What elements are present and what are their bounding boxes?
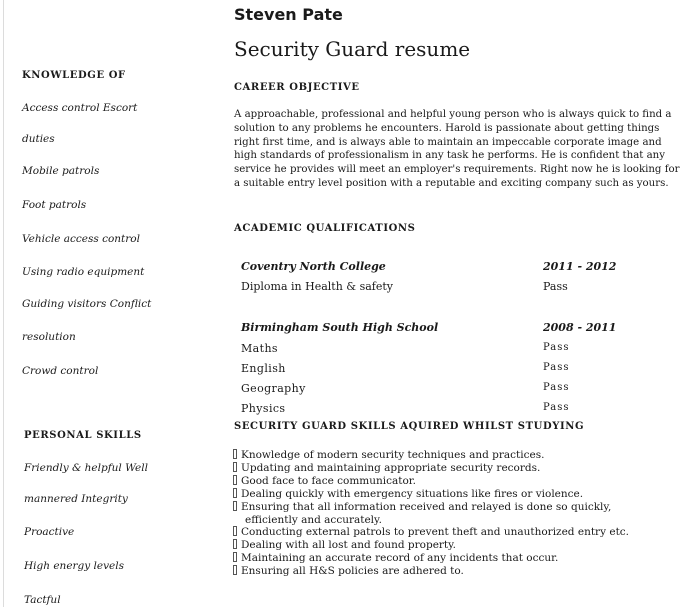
knowledge-item: Guiding visitors Conflict	[22, 298, 152, 310]
knowledge-item: resolution	[22, 331, 76, 343]
school-row	[241, 260, 641, 274]
guard-skills-list	[233, 449, 673, 578]
grade: Pass	[543, 280, 568, 293]
grade: Pass	[543, 342, 570, 353]
personal-skills-heading: PERSONAL SKILLS	[24, 430, 142, 441]
skill-text: Ensuring that all information received and relayed is done so quickly,	[241, 500, 612, 513]
knowledge-item: Foot patrols	[22, 199, 87, 211]
list-item-continuation	[233, 514, 673, 527]
grade: Pass	[543, 402, 570, 413]
grade: Pass	[543, 382, 570, 393]
school-row	[241, 321, 641, 335]
list-item	[233, 526, 673, 539]
subject: English	[241, 362, 286, 375]
personal-skill-item: Tactful	[24, 594, 61, 606]
list-item	[233, 462, 673, 475]
personal-skill-item: mannered Integrity	[24, 493, 128, 505]
bullet-icon	[233, 449, 237, 459]
knowledge-item: duties	[22, 133, 55, 145]
school-name: Coventry North College	[241, 260, 386, 273]
page-edge-line	[3, 0, 4, 607]
skill-text: Updating and maintaining appropriate security records.	[241, 461, 541, 474]
candidate-name: Steven Pate	[234, 5, 343, 24]
bullet-icon	[233, 475, 237, 485]
skill-text: Good face to face communicator.	[241, 474, 417, 487]
school-name: Birmingham South High School	[241, 321, 439, 334]
knowledge-item: Using radio equipment	[22, 266, 145, 278]
result-row	[241, 382, 641, 396]
list-item	[233, 475, 673, 488]
guard-skills-heading: SECURITY GUARD SKILLS AQUIRED WHILST STUDYING	[234, 421, 585, 432]
knowledge-heading: KNOWLEDGE OF	[22, 70, 126, 81]
list-item	[233, 539, 673, 552]
list-item	[233, 501, 673, 514]
result-row	[241, 342, 641, 356]
skill-text: efficiently and accurately.	[245, 513, 382, 526]
school-years: 2011 - 2012	[543, 260, 617, 273]
list-item	[233, 565, 673, 578]
bullet-icon	[233, 526, 237, 536]
result-row	[241, 362, 641, 376]
career-objective-text: A approachable, professional and helpful young person who is always quick to find a solution to any problems he encounters. Harold is passionate about getting things right first time, and is always able to maintain an impeccable corporate image and high standards of professionalism in any task he performs. He is confident that any service he provides will meet an employer's requirements. Right now he is looking for a suitable entry level position with a reputable and exciting company such as yours.	[234, 109, 680, 189]
knowledge-item: Mobile patrols	[22, 165, 100, 177]
bullet-icon	[233, 552, 237, 562]
knowledge-item: Vehicle access control	[22, 233, 140, 245]
list-item	[233, 552, 673, 565]
subject: Diploma in Health & safety	[241, 280, 393, 293]
career-objective-heading: CAREER OBJECTIVE	[234, 82, 360, 93]
skill-text: Dealing with all lost and found property.	[241, 539, 457, 552]
list-item	[233, 488, 673, 501]
subject: Geography	[241, 382, 306, 395]
knowledge-item: Access control Escort	[22, 102, 138, 114]
bullet-icon	[233, 488, 237, 498]
bullet-icon	[233, 501, 237, 511]
skill-text: Dealing quickly with emergency situations like fires or violence.	[241, 487, 584, 500]
subject: Maths	[241, 342, 278, 355]
result-row	[241, 402, 641, 416]
skill-text: Knowledge of modern security techniques and practices.	[241, 449, 545, 461]
list-item	[233, 449, 673, 462]
grade: Pass	[543, 362, 570, 373]
knowledge-item: Crowd control	[22, 365, 99, 377]
skill-text: Conducting external patrols to prevent theft and unauthorized entry etc.	[241, 526, 630, 539]
academic-heading: ACADEMIC QUALIFICATIONS	[234, 223, 416, 234]
skill-text: Ensuring all H&S policies are adhered to.	[241, 565, 464, 578]
personal-skill-item: High energy levels	[24, 560, 125, 572]
bullet-icon	[233, 565, 237, 575]
bullet-icon	[233, 539, 237, 549]
personal-skill-item: Proactive	[24, 526, 75, 538]
document-title: Security Guard resume	[234, 37, 471, 61]
bullet-icon	[233, 462, 237, 472]
subject: Physics	[241, 402, 286, 415]
school-years: 2008 - 2011	[543, 321, 617, 334]
result-row	[241, 280, 641, 294]
personal-skill-item: Friendly & helpful Well	[24, 462, 148, 474]
skill-text: Maintaining an accurate record of any incidents that occur.	[241, 552, 559, 565]
